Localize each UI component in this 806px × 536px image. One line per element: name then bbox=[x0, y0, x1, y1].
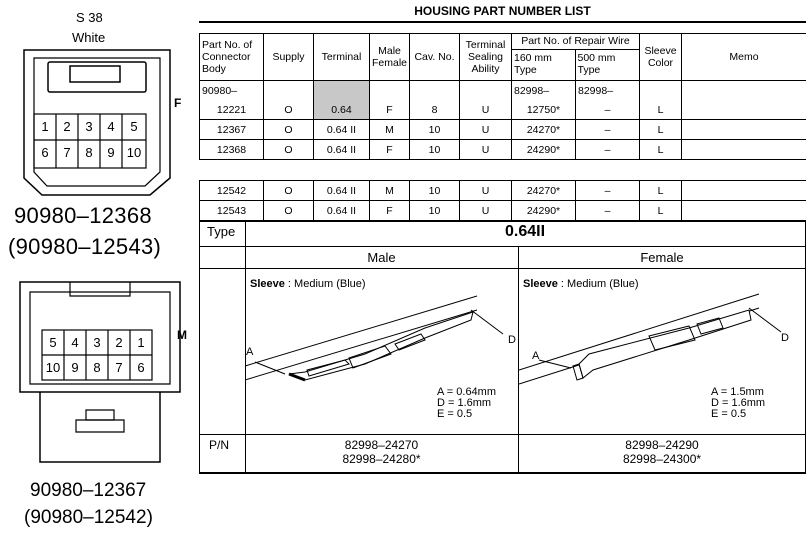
female-dimensions bbox=[711, 387, 765, 420]
cell-mm160: 24270* bbox=[512, 181, 576, 201]
cell-cav: 10 bbox=[410, 120, 460, 140]
cell-sleeve: L bbox=[640, 100, 682, 120]
female-part-number-alt: (90980–12543) bbox=[8, 234, 162, 259]
male-part-number-alt: (90980–12542) bbox=[24, 507, 153, 528]
male-letter-a: A bbox=[246, 346, 254, 358]
cell-terminal: 0.64 II bbox=[314, 201, 370, 221]
col-supply: Supply bbox=[264, 34, 314, 81]
type-label: Type bbox=[207, 224, 236, 239]
male-pin: 9 bbox=[71, 360, 79, 375]
female-pin: 2 bbox=[63, 119, 71, 134]
cell-mm500: – bbox=[576, 140, 640, 160]
cell-terminal: 0.64 bbox=[314, 100, 370, 120]
connector-drawings bbox=[0, 0, 200, 536]
male-pin: 8 bbox=[93, 360, 101, 375]
cell-supply: O bbox=[264, 100, 314, 120]
sleeve-bold: Sleeve bbox=[523, 278, 558, 290]
dim-d: D = 1.6mm bbox=[711, 397, 766, 409]
cell-mm500: – bbox=[576, 100, 640, 120]
cell-supply: O bbox=[264, 201, 314, 221]
cell-mf: M bbox=[370, 181, 410, 201]
male-part-numbers bbox=[245, 438, 518, 466]
cell-part: 12542 bbox=[200, 181, 264, 201]
female-pin: 3 bbox=[85, 119, 93, 134]
female-pin: 7 bbox=[63, 145, 71, 160]
male-pin: 6 bbox=[137, 360, 145, 375]
cell-supply: O bbox=[264, 120, 314, 140]
col-terminal: Terminal bbox=[314, 34, 370, 81]
female-pin: 1 bbox=[41, 119, 49, 134]
sleeve-bold: Sleeve bbox=[250, 278, 285, 290]
cell-mm500: – bbox=[576, 120, 640, 140]
male-pn-alt: 82998–24280* bbox=[342, 452, 421, 466]
sleeve-text: : Medium (Blue) bbox=[557, 278, 639, 290]
cell-mm500: – bbox=[576, 201, 640, 221]
cell-seal: U bbox=[460, 100, 512, 120]
female-pn: 82998–24290 bbox=[625, 438, 699, 452]
cell-sleeve: L bbox=[640, 120, 682, 140]
col-sleeve: Sleeve Color bbox=[640, 34, 682, 81]
cell-cav: 10 bbox=[410, 140, 460, 160]
cell-sleeve: L bbox=[640, 201, 682, 221]
female-pin: 9 bbox=[107, 145, 115, 160]
cell-memo bbox=[682, 201, 806, 221]
col-memo: Memo bbox=[682, 34, 806, 81]
part-prefix: 90980– bbox=[200, 81, 264, 101]
cell-mm160: 24270* bbox=[512, 120, 576, 140]
female-pin: 10 bbox=[126, 145, 142, 160]
cell-part: 12368 bbox=[200, 140, 264, 160]
cell-mf: F bbox=[370, 201, 410, 221]
male-dimensions bbox=[437, 387, 496, 420]
cell-terminal: 0.64 II bbox=[314, 120, 370, 140]
table-row bbox=[200, 120, 806, 140]
female-column-label: Female bbox=[640, 250, 684, 265]
terminal-table bbox=[199, 220, 806, 474]
female-pin: 6 bbox=[41, 145, 49, 160]
cell-sleeve: L bbox=[640, 140, 682, 160]
cell-sleeve: L bbox=[640, 181, 682, 201]
mm160-prefix: 82998– bbox=[512, 81, 576, 101]
cell-cav: 10 bbox=[410, 201, 460, 221]
cell-mm160: 12750* bbox=[512, 100, 576, 120]
cell-part: 12367 bbox=[200, 120, 264, 140]
col-cav-no: Cav. No. bbox=[410, 34, 460, 81]
col-male-female: Male Female bbox=[370, 34, 410, 81]
female-letter-d: D bbox=[781, 332, 789, 344]
dim-d: D = 1.6mm bbox=[437, 397, 492, 409]
female-pin: 4 bbox=[107, 119, 115, 134]
header-row bbox=[200, 34, 806, 81]
col-500mm: 500 mm Type bbox=[577, 52, 616, 76]
dim-e: E = 0.5 bbox=[437, 408, 473, 420]
male-side-letter: M bbox=[177, 328, 187, 342]
cell-seal: U bbox=[460, 181, 512, 201]
cell-mm160: 24290* bbox=[512, 140, 576, 160]
male-part-number: 90980–12367 bbox=[30, 480, 147, 501]
cell-mf: M bbox=[370, 120, 410, 140]
male-pin: 1 bbox=[137, 335, 145, 350]
dim-a: A = 0.64mm bbox=[437, 386, 497, 398]
cell-seal: U bbox=[460, 201, 512, 221]
cell-cav: 8 bbox=[410, 100, 460, 120]
female-part-number: 90980–12368 bbox=[14, 203, 152, 228]
female-side-letter: F bbox=[174, 96, 182, 110]
sleeve-text: : Medium (Blue) bbox=[284, 278, 366, 290]
col-160mm: 160 mm Type bbox=[512, 50, 576, 80]
male-pin: 10 bbox=[45, 360, 61, 375]
col-sealing: Terminal Sealing Ability bbox=[460, 34, 512, 81]
cell-terminal: 0.64 II bbox=[314, 140, 370, 160]
table-row bbox=[200, 100, 806, 120]
mm500-prefix: 82998– bbox=[576, 81, 640, 101]
male-pin: 2 bbox=[115, 335, 123, 350]
cell-mm500: – bbox=[576, 181, 640, 201]
cell-memo bbox=[682, 100, 806, 120]
table-row bbox=[200, 140, 806, 160]
table-row bbox=[200, 201, 806, 221]
cell-supply: O bbox=[264, 140, 314, 160]
female-pin: 8 bbox=[85, 145, 93, 160]
cell-seal: U bbox=[460, 120, 512, 140]
cell-part: 12543 bbox=[200, 201, 264, 221]
dim-a: A = 1.5mm bbox=[711, 386, 764, 398]
prefix-row bbox=[200, 81, 806, 101]
cell-memo bbox=[682, 181, 806, 201]
male-pn: 82998–24270 bbox=[344, 438, 419, 452]
col-part-no: Part No. of Connector Body bbox=[200, 34, 264, 81]
male-pin: 3 bbox=[93, 335, 101, 350]
cell-memo bbox=[682, 140, 806, 160]
female-part-numbers bbox=[519, 438, 805, 466]
connector-color: White bbox=[72, 30, 106, 45]
table-row bbox=[200, 181, 806, 201]
female-pn-alt: 82998–24300* bbox=[622, 452, 702, 466]
cell-terminal: 0.64 II bbox=[314, 181, 370, 201]
male-pin: 7 bbox=[115, 360, 123, 375]
housing-title: HOUSING PART NUMBER LIST bbox=[414, 4, 591, 18]
connector-code: S 38 bbox=[76, 10, 103, 25]
female-pin: 5 bbox=[130, 119, 138, 134]
title-rule bbox=[199, 21, 806, 23]
male-pin: 5 bbox=[49, 335, 57, 350]
dim-e: E = 0.5 bbox=[711, 408, 747, 420]
male-letter-d: D bbox=[508, 334, 516, 346]
cell-mf: F bbox=[370, 140, 410, 160]
housing-table bbox=[199, 33, 806, 221]
pn-label: P/N bbox=[209, 438, 230, 452]
cell-mf: F bbox=[370, 100, 410, 120]
col-repair-wire bbox=[512, 34, 640, 81]
female-letter-a: A bbox=[532, 350, 540, 362]
cell-supply: O bbox=[264, 181, 314, 201]
male-column-label: Male bbox=[367, 250, 396, 265]
cell-cav: 10 bbox=[410, 181, 460, 201]
cell-seal: U bbox=[460, 140, 512, 160]
type-value: 0.64II bbox=[504, 223, 546, 240]
repair-wire-title: Part No. of Repair Wire bbox=[512, 34, 639, 50]
cell-part: 12221 bbox=[200, 100, 264, 120]
cell-memo bbox=[682, 120, 806, 140]
male-pin: 4 bbox=[71, 335, 79, 350]
cell-mm160: 24290* bbox=[512, 201, 576, 221]
